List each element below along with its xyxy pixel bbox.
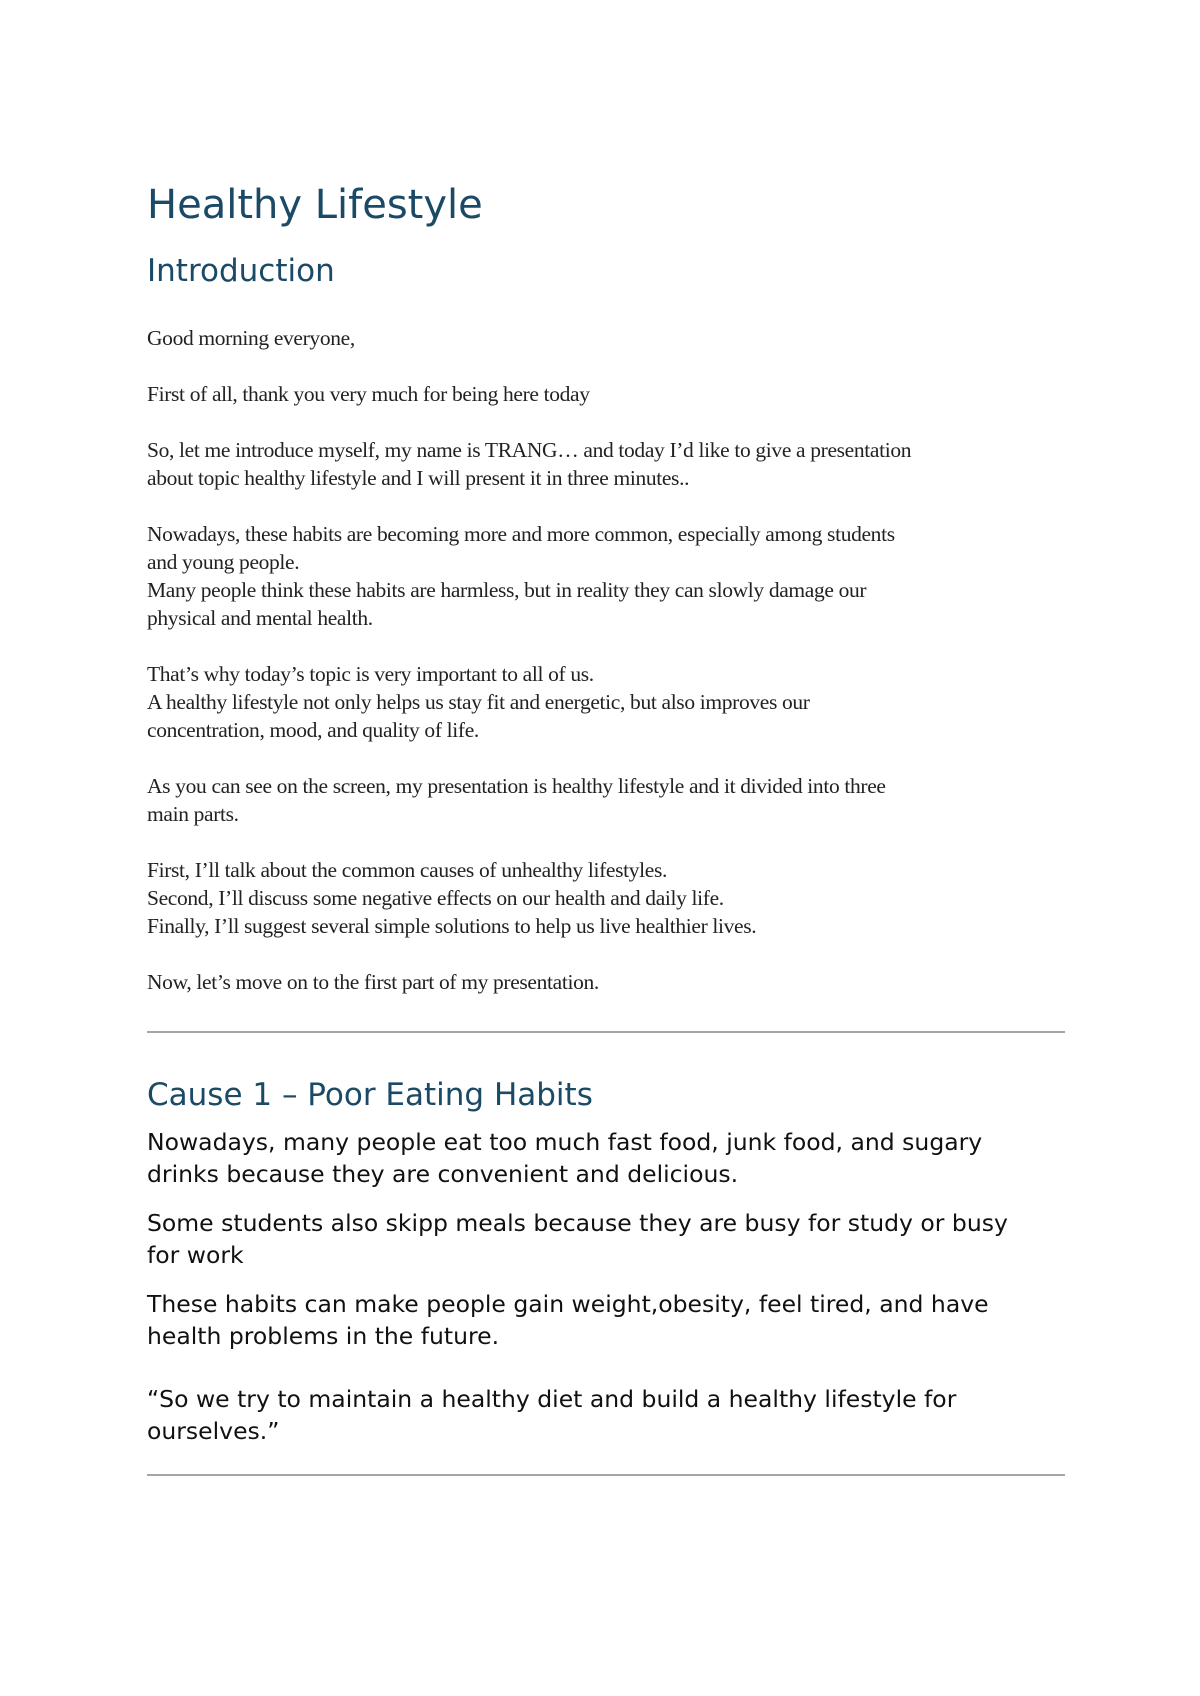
text-line: and young people. xyxy=(147,550,300,574)
horizontal-rule xyxy=(147,1031,1065,1033)
text-line: Some students also skipp meals because they are busy for study or busy xyxy=(147,1209,1008,1237)
text-line: Second, I’ll discuss some negative effects on our health and daily life. xyxy=(147,886,724,910)
text-line: ourselves.” xyxy=(147,1417,280,1445)
cause-paragraph-skipping-meals xyxy=(147,1207,1065,1271)
text-line: main parts. xyxy=(147,802,239,826)
cause-paragraph-fast-food xyxy=(147,1126,1065,1190)
text-line: As you can see on the screen, my presentation is healthy lifestyle and it divided into three xyxy=(147,774,886,798)
text-line: health problems in the future. xyxy=(147,1322,500,1350)
cause-1-body xyxy=(147,1126,1065,1447)
text-line: Finally, I’ll suggest several simple solutions to help us live healthier lives. xyxy=(147,914,757,938)
text-line: That’s why today’s topic is very important to all of us. xyxy=(147,662,594,686)
text-line: Good morning everyone, xyxy=(147,326,355,350)
text-line: So, let me introduce myself, my name is TRANG… and today I’d like to give a presentation xyxy=(147,438,912,462)
text-line: “So we try to maintain a healthy diet and build a healthy lifestyle for xyxy=(147,1385,957,1413)
text-line: for work xyxy=(147,1241,244,1269)
text-line: physical and mental health. xyxy=(147,606,373,630)
intro-paragraph-importance xyxy=(147,660,1065,744)
text-line: drinks because they are convenient and delicious. xyxy=(147,1160,739,1188)
intro-paragraph-thanks xyxy=(147,380,1065,408)
intro-paragraph-greeting xyxy=(147,324,1065,352)
text-line: First of all, thank you very much for being here today xyxy=(147,382,590,406)
introduction-heading: Introduction xyxy=(147,253,335,289)
intro-paragraph-self-introduction xyxy=(147,436,1065,492)
text-line: Nowadays, many people eat too much fast food, junk food, and sugary xyxy=(147,1128,983,1156)
intro-paragraph-habits xyxy=(147,520,1065,632)
document-title: Healthy Lifestyle xyxy=(147,182,483,228)
text-line: concentration, mood, and quality of life. xyxy=(147,718,479,742)
text-line: First, I’ll talk about the common causes of unhealthy lifestyles. xyxy=(147,858,668,882)
text-line: These habits can make people gain weight,obesity, feel tired, and have xyxy=(147,1290,989,1318)
cause-1-heading: Cause 1 – Poor Eating Habits xyxy=(147,1077,593,1113)
intro-paragraph-structure xyxy=(147,772,1065,828)
horizontal-rule xyxy=(147,1474,1065,1476)
text-line: Nowadays, these habits are becoming more and more common, especially among students xyxy=(147,522,895,546)
cause-quote xyxy=(147,1383,1065,1447)
cause-paragraph-consequences xyxy=(147,1288,1065,1352)
intro-paragraph-outline xyxy=(147,856,1065,940)
text-line: Now, let’s move on to the first part of my presentation. xyxy=(147,970,599,994)
text-line: Many people think these habits are harmless, but in reality they can slowly damage our xyxy=(147,578,867,602)
text-line: A healthy lifestyle not only helps us stay fit and energetic, but also improves our xyxy=(147,690,810,714)
intro-paragraph-transition xyxy=(147,968,1065,996)
text-line: about topic healthy lifestyle and I will present it in three minutes.. xyxy=(147,466,690,490)
introduction-body xyxy=(147,324,1065,996)
